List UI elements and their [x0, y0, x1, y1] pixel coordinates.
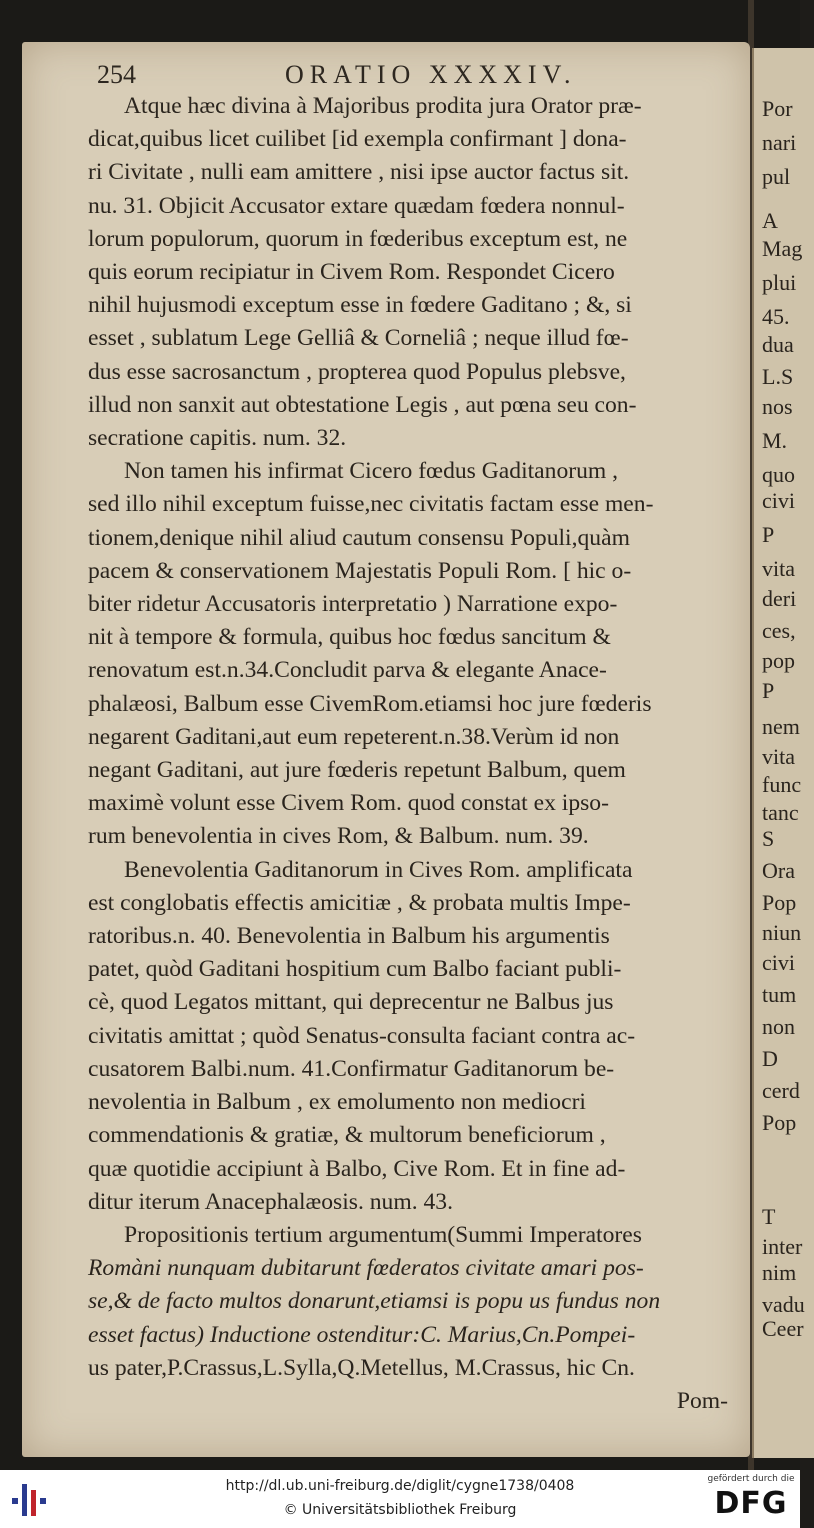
page-number: 254 — [97, 60, 136, 89]
text-line: civitatis amittat ; quòd Senatus-consulta faciant contra ac- — [88, 1022, 636, 1049]
text-line: Propositionis tertium argumentum(Summi Imperatores — [124, 1221, 642, 1248]
facing-page-fragment: L.S — [762, 364, 794, 389]
facing-page-fragment: non — [762, 1014, 795, 1039]
facing-page-fragment: pul — [762, 164, 791, 189]
text-line: Pom- — [676, 1387, 728, 1414]
funded-by-text: gefördert durch die — [707, 1474, 795, 1484]
facing-page-fragment: Pop — [762, 1110, 797, 1135]
facing-page-fragment: nari — [762, 130, 797, 155]
text-line: dicat,quibus licet cuilibet [id exempla confirmant ] dona- — [88, 126, 627, 153]
text-line: quis eorum recipiatur in Civem Rom. Respondet Cicero — [88, 259, 615, 286]
facing-page-fragment: dua — [762, 332, 794, 357]
text-line: se,& de facto multos donarunt,etiamsi is popu us fundus non — [88, 1288, 661, 1315]
facing-page-fragment: M. — [762, 428, 788, 453]
facing-page-fragment: P — [762, 678, 775, 703]
facing-page-fragment: deri — [762, 586, 797, 611]
text-line: biter ridetur Accusatoris interpretatio ) Narratione expo- — [88, 591, 618, 618]
text-line: patet, quòd Gaditani hospitium cum Balbo faciant publi- — [88, 956, 622, 983]
text-line: Romàni nunquam dubitarunt fœderatos civitate amari pos- — [88, 1255, 644, 1282]
facing-page-fragment: tum — [762, 982, 797, 1007]
facing-page-fragment: pop — [762, 648, 795, 673]
book-page — [22, 42, 750, 1457]
text-line: ri Civitate , nulli eam amittere , nisi ipse auctor factus sit. — [88, 159, 630, 186]
facing-page-fragment: tanc — [762, 800, 799, 825]
facing-page-fragment: vita — [762, 556, 795, 581]
facing-page-fragment: 45. — [762, 304, 790, 329]
page-body — [88, 90, 748, 1418]
text-line: quæ quotidie accipiunt à Balbo, Cive Rom. Et in fine ad- — [88, 1155, 626, 1182]
text-line: nihil hujusmodi exceptum esse in fœdere Gaditano ; &, si — [88, 292, 632, 319]
text-line: sed illo nihil exceptum fuisse,nec civitatis factam esse men- — [88, 491, 654, 518]
text-line: tionem,denique nihil aliud cautum consensu Populi,quàm — [88, 524, 630, 551]
facing-page-fragment: civi — [762, 488, 795, 513]
text-line: esset , sublatum Lege Gelliâ & Corneliâ ; neque illud fœ- — [88, 325, 629, 352]
facing-page-fragment: S — [762, 826, 775, 851]
viewer-footer — [0, 1470, 800, 1528]
facing-page-fragment: civi — [762, 950, 795, 975]
facing-page-fragment: Ceer — [762, 1316, 804, 1341]
text-line: lorum populorum, quorum in fœderibus exceptum est, ne — [88, 225, 628, 252]
facing-page-fragment: D — [762, 1046, 778, 1071]
facing-page-fragment: P — [762, 522, 775, 547]
facing-page-fragment: vita — [762, 744, 795, 769]
facing-page-fragment: Ora — [762, 858, 795, 883]
facing-page-fragment: niun — [762, 920, 802, 945]
facing-page-fragment: nem — [762, 714, 800, 739]
facing-page-fragment: nos — [762, 394, 793, 419]
facing-page-fragment: Mag — [762, 236, 803, 261]
text-line: negarent Gaditani,aut eum repeterent.n.38.Verùm id non — [88, 723, 620, 750]
facing-page-fragment: A — [762, 208, 778, 233]
facing-page-fragment: nim — [762, 1260, 797, 1285]
text-line: Atque hæc divina à Majoribus prodita jura Orator præ- — [124, 93, 642, 119]
text-line: rum benevolentia in cives Rom, & Balbum. num. 39. — [88, 823, 589, 850]
text-line: nu. 31. Objicit Accusator extare quædam fœdera nonnul- — [88, 192, 625, 219]
text-line: renovatum est.n.34.Concludit parva & elegante Anace- — [88, 657, 607, 684]
facing-page-fragment: plui — [762, 270, 797, 295]
text-line: esset factus) Inductione ostenditur:C. Marius,Cn.Pompei- — [88, 1321, 636, 1348]
facing-page-edge — [752, 48, 814, 1458]
text-line: nevolentia in Balbum , ex emolumento non mediocri — [88, 1089, 586, 1116]
dfg-logo — [706, 1474, 796, 1526]
running-head: ORATIO XXXXIV. — [285, 60, 577, 89]
facing-page-fragment: cerd — [762, 1078, 800, 1103]
facing-page-fragment: ces, — [762, 618, 796, 643]
dfg-logo-text: DFG — [714, 1486, 788, 1521]
text-line: commendationis & gratiæ, & multorum beneficiorum , — [88, 1122, 606, 1149]
text-line: Benevolentia Gaditanorum in Cives Rom. amplificata — [124, 856, 633, 883]
text-line: illud non sanxit aut obtestatione Legis , aut pœna seu con- — [88, 391, 637, 418]
text-line: negant Gaditani, aut jure fœderis repetunt Balbum, quem — [88, 757, 626, 784]
facing-page-fragment: Por — [762, 96, 793, 121]
facing-page-fragment: inter — [762, 1234, 803, 1259]
text-line: cusatorem Balbi.num. 41.Confirmatur Gaditanorum be- — [88, 1055, 615, 1082]
text-line: nit à tempore & formula, quibus hoc fœdus sancitum & — [88, 624, 611, 651]
text-line: us pater,P.Crassus,L.Sylla,Q.Metellus, M.Crassus, hic Cn. — [88, 1354, 635, 1381]
text-line: cè, quod Legatos mittant, qui deprecentur ne Balbus jus — [88, 989, 614, 1016]
facing-page-fragment: func — [762, 772, 802, 797]
text-line: phalæosi, Balbum esse CivemRom.etiamsi hoc jure fœderis — [88, 690, 652, 717]
facing-page-fragment: vadu — [762, 1292, 805, 1317]
copyright-notice: © Universitätsbibliothek Freiburg — [283, 1502, 517, 1518]
text-line: pacem & conservationem Majestatis Populi Rom. [ hic o- — [88, 557, 632, 584]
text-line: est conglobatis effectis amicitiæ , & probata multis Impe- — [88, 889, 631, 916]
text-line: ditur iterum Anacephalæosis. num. 43. — [88, 1188, 454, 1215]
text-line: Non tamen his infirmat Cicero fœdus Gaditanorum , — [124, 458, 619, 485]
facing-page-fragment: Pop — [762, 890, 797, 915]
text-line: secratione capitis. num. 32. — [88, 425, 347, 452]
text-line: ratoribus.n. 40. Benevolentia in Balbum his argumentis — [88, 923, 610, 950]
text-line: dus esse sacrosanctum , propterea quod Populus plebsve, — [88, 358, 626, 385]
facing-page-fragment: T — [762, 1204, 776, 1229]
facing-page-fragment: quo — [762, 462, 795, 487]
text-line: maximè volunt esse Civem Rom. quod constat ex ipso- — [88, 790, 609, 817]
document-url[interactable]: http://dl.ub.uni-freiburg.de/diglit/cygne1738/0408 — [225, 1478, 575, 1494]
